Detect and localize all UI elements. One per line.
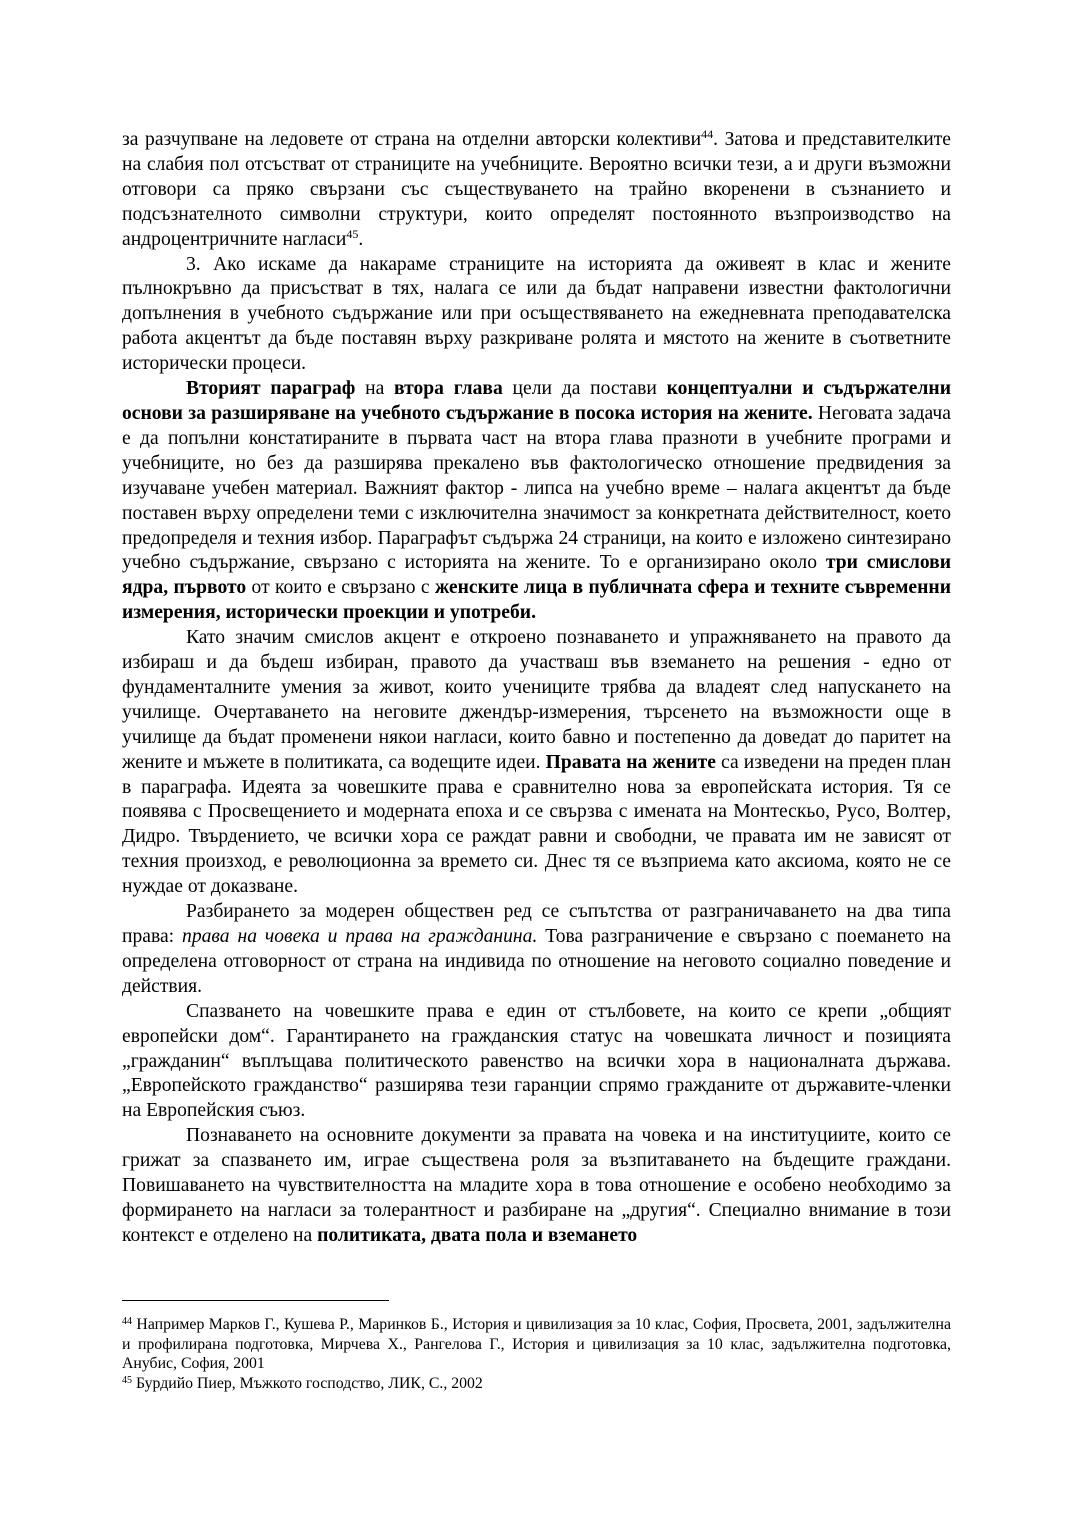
footnote-number: 45: [122, 1374, 132, 1386]
paragraph: [122, 377, 951, 626]
footnote-separator: [122, 1300, 389, 1301]
paragraph: [122, 1124, 951, 1249]
text-run: Разбирането за модерен обществен ред се съпътства от разграничаването на два типа права:: [122, 901, 951, 947]
footnotes: [122, 1300, 951, 1393]
bold-run: политиката, двата пола и вземането: [317, 1224, 638, 1246]
text-run: . Затова и представителките на слабия пол отсъстват от страниците на учебниците. Вероятно всички тези, а и други възможни отговори са пряко свързани със съществуването на трайно вкоренени в съзнанието и подсъзнателното символни структури, които определят постоянното възпроизводство на андроцентричните нагласи: [122, 129, 951, 250]
italic-run: права на човека и права на гражданина.: [182, 926, 538, 947]
text-run: са изведени на преден план в параграфа. Идеята за човешките права е сравнително нова за европейската история. Тя се появява с Просвещението и модерната епоха и се свързва с имената на Монтескьо, Русо, Волтер, Дидро. Твърдението, че всички хора се раждат равни и свободни, че правата им не зависят от техния произход, е революционна за времето си. Днес тя се възприема като аксиома, която не се нуждае от доказване.: [122, 751, 951, 898]
footnote-ref-44[interactable]: 44: [701, 127, 714, 141]
bold-run: Правата на жените: [545, 751, 716, 773]
footnote-44: [122, 1315, 951, 1374]
paragraph: [122, 626, 951, 900]
bold-run: женските лица в публичната сфера и техните съвременни измерения, исторически проекции и употреби.: [122, 577, 952, 624]
paragraph: [122, 1000, 951, 1125]
text-run: за разчупване на ледовете от страна на отделни авторски колективи: [122, 129, 702, 150]
bold-run: втора глава: [394, 378, 503, 400]
text-run: Познаването на основните документи за правата на човека и на институциите, които се грижат за спазването им, играе съществена роля за възпитаването на бъдещите граждани. Повишаването на чувствителността на младите хора в това отношение е особено необходимо за формирането на нагласи за толерантност и разбиране на „другия“. Специално внимание в този контекст е отделено на: [122, 1125, 951, 1246]
footnote-text: Например Марков Г., Кушева Р., Маринков Б., История и цивилизация за 10 клас, София, Просвета, 2001, задължителна и профилирана подготовка, Мирчева Х., Рангелова Г., История и цивилизация за 10 клас, задължителна подготовка, Анубис, София, 2001: [122, 1316, 951, 1373]
footnote-45: [122, 1374, 951, 1394]
paragraph: [122, 253, 951, 378]
text-run: .: [358, 228, 364, 250]
paragraph: [122, 128, 951, 253]
text-run: цели да постави: [502, 378, 667, 400]
text-run: от които е свързано с: [246, 577, 435, 599]
body-text: [122, 128, 951, 1249]
text-run: Спазването на човешките права е един от стълбовете, на които се крепи „общият европейски дом“. Гарантирането на гражданския статус на човешката личност и позицията „гражданин“ въплъщава политическото равенство на всички хора в националната държава. „Европейското гражданство“ разширява тези гаранции спрямо гражданите от държавите-членки на Европейския съюз.: [122, 1000, 951, 1122]
bold-run: три смислови ядра, първото: [122, 552, 952, 599]
footnote-text: Бурдийо Пиер, Мъжкото господство, ЛИК, С., 2002: [132, 1374, 483, 1392]
footnote-ref-45[interactable]: 45: [346, 226, 359, 241]
text-run: Като значим смислов акцент е откроено познаването и упражняването на правото да избираш и да бъдеш избиран, правото да участваш във вземането на решения - едно от фундаменталните умения за живот, които учениците трябва да владеят след напускането на училище. Очертаването на неговите джендър-измерения, търсенето на възможности още в училище да бъдат променени някои нагласи, които бавно и постепенно да доведат до паритет на жените и мъжете в политиката, са водещите идеи.: [122, 627, 951, 773]
text-run: 3. Ако искаме да накараме страниците на историята да оживеят в клас и жените пълнокръвно да присъстват в тях, налага се или да бъдат направени известни фактологични допълнения в учебното съдържание или при осъществяването на ежедневната преподавателска работа акцентът да бъде поставян върху разкриване ролята и мястото на жените в съответните исторически процеси.: [122, 253, 951, 375]
bold-run: Вторият параграф: [186, 378, 356, 400]
text-run: на: [355, 378, 395, 400]
footnote-number: 44: [122, 1316, 132, 1327]
paragraph: [122, 900, 951, 1000]
text-run: Това разграничение е свързано с поемането на определена отговорност от страна на индивида по отношение на неговото социално поведение и действия.: [122, 926, 952, 997]
text-run: Неговата задача е да попълни констатираните в първата част на втора глава празноти в учебните програми и учебниците, но без да разширява прекалено във фактологическо отношение предвидения за изучаване учебен материал. Важният фактор - липса на учебно време – налага акцентът да бъде поставен върху определени теми с изключителна значимост за конкретната действителност, което предопределя и техния избор. Параграфът съдържа 24 страници, на които е изложено синтезирано учебно съдържание, свързано с историята на жените. То е организирано около: [122, 402, 951, 574]
bold-run: концептуални и съдържателни основи за разширяване на учебното съдържание в посока история на жените.: [122, 378, 951, 424]
